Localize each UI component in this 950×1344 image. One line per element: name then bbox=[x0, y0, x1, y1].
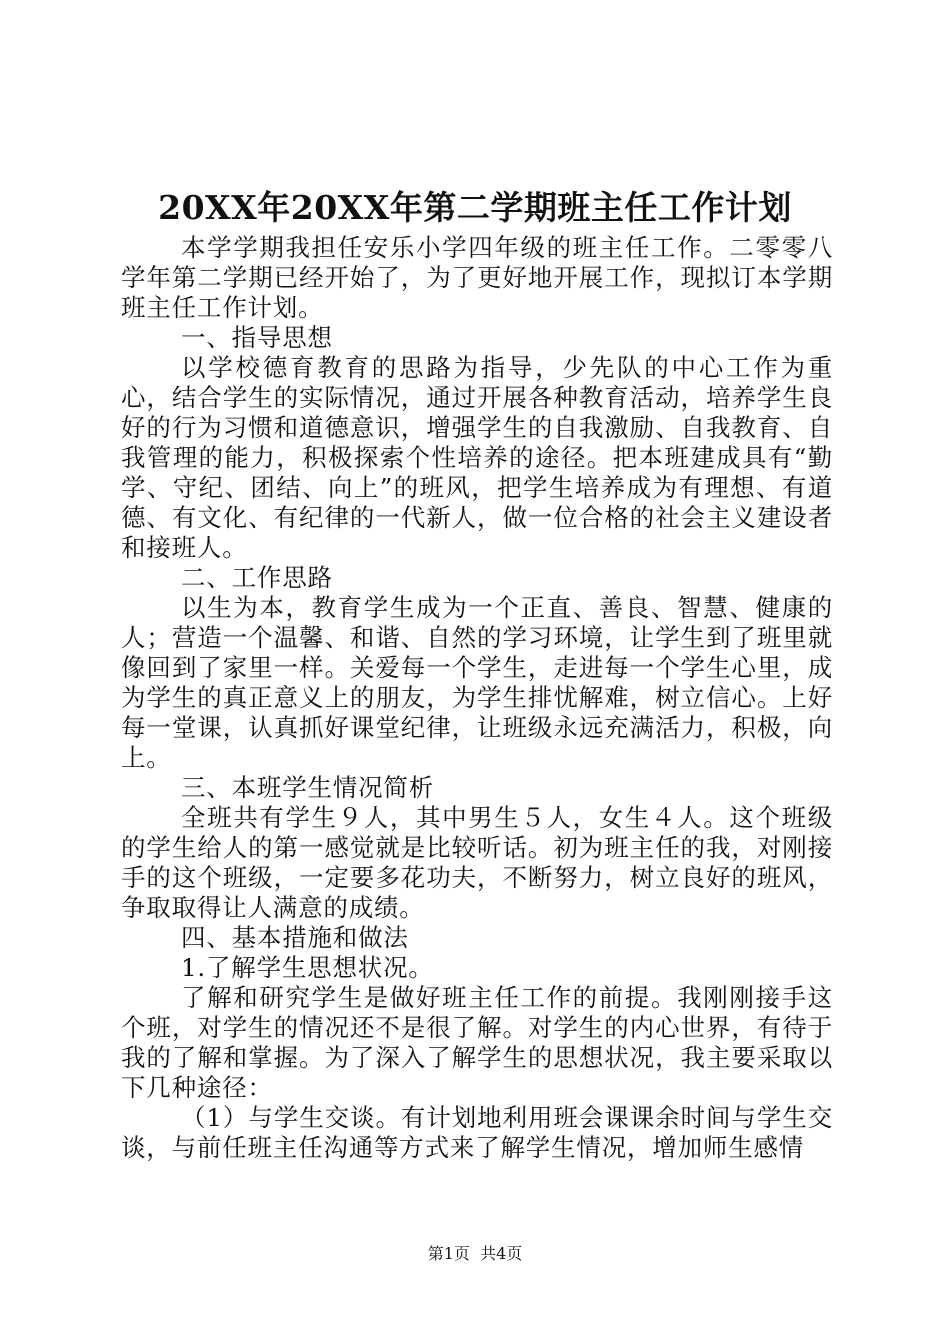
document-body bbox=[121, 233, 833, 1163]
page-footer bbox=[0, 1243, 950, 1265]
section-heading-guiding-ideology: 一、指导思想 bbox=[181, 323, 333, 352]
intro-paragraph: 本学学期我担任安乐小学四年级的班主任工作。二零零八学年第二学期已经开始了，为了更好地开展工作，现拟订本学期班主任工作计划。 bbox=[121, 233, 833, 322]
section-heading-work-approach: 二、工作思路 bbox=[181, 563, 333, 592]
guiding-ideology-paragraph: 以学校德育教育的思路为指导，少先队的中心工作为重心，结合学生的实际情况，通过开展各种教育活动，培养学生良好的行为习惯和道德意识，增强学生的自我激励、自我教育、自我管理的能力，积极探索个性培养的途径。把本班建成具有“勤学、守纪、团结、向上”的班风，把学生培养成为有理想、有道德、有文化、有纪律的一代新人，做一位合格的社会主义建设者和接班人。 bbox=[121, 353, 833, 562]
understand-students-paragraph: 了解和研究学生是做好班主任工作的前提。我刚刚接手这个班，对学生的情况还不是很了解。对学生的内心世界，有待于我的了解和掌握。为了深入了解学生的思想状况，我主要采取以下几种途径： bbox=[121, 983, 833, 1102]
subsection-heading-understand-students: 1.了解学生思想状况。 bbox=[181, 953, 434, 982]
section-heading-measures: 四、基本措施和做法 bbox=[181, 923, 409, 952]
page-number: 第1页 bbox=[427, 1244, 470, 1263]
document-title: 20XX年20XX年第二学期班主任工作计划 bbox=[158, 188, 792, 227]
class-analysis-paragraph: 全班共有学生９人，其中男生５人，女生４人。这个班级的学生给人的第一感觉就是比较听话。初为班主任的我，对刚接手的这个班级，一定要多花功夫，不断努力，树立良好的班风，争取取得让人满意的成绩。 bbox=[121, 803, 833, 922]
page-total: 共4页 bbox=[480, 1244, 523, 1263]
section-heading-class-analysis: 三、本班学生情况简析 bbox=[181, 773, 434, 802]
talk-with-students-paragraph: （1）与学生交谈。有计划地利用班会课课余时间与学生交谈，与前任班主任沟通等方式来了解学生情况，增加师生感情 bbox=[121, 1103, 833, 1162]
work-approach-paragraph: 以生为本，教育学生成为一个正直、善良、智慧、健康的人；营造一个温馨、和谐、自然的学习环境，让学生到了班里就像回到了家里一样。关爱每一个学生，走进每一个学生心里，成为学生的真正意义上的朋友，为学生排忧解难，树立信心。上好每一堂课，认真抓好课堂纪律，让班级永远充满活力，积极，向上。 bbox=[121, 593, 833, 772]
